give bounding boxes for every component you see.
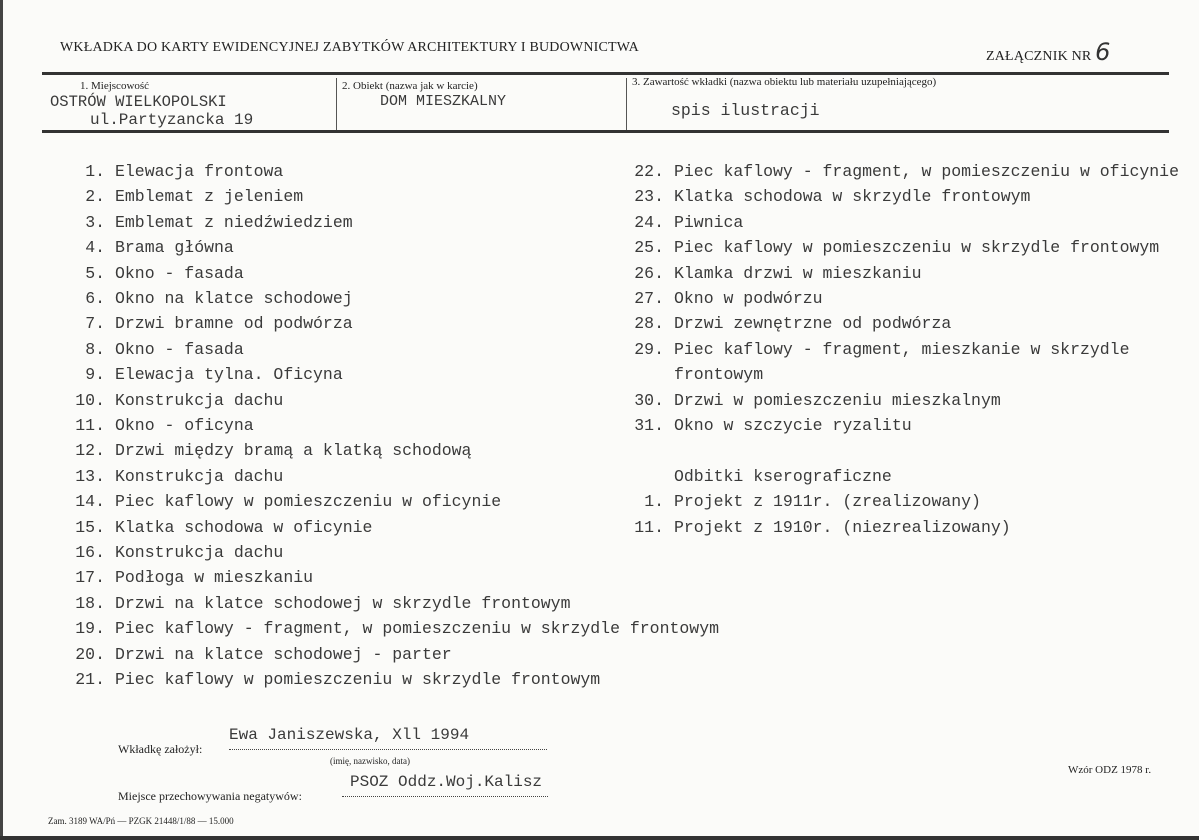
list-item	[65, 543, 283, 568]
list-item	[65, 264, 244, 289]
divider	[336, 78, 337, 130]
item-text: Piwnica	[674, 212, 744, 232]
item-text: Piec kaflowy - fragment, w pomieszczeniu w skrzydle frontowym	[115, 619, 719, 639]
list-item	[65, 340, 244, 365]
list-item	[65, 365, 343, 390]
item-text: Klatka schodowa w oficynie	[115, 517, 373, 537]
item-number: 1.	[644, 492, 664, 512]
list-item	[65, 391, 283, 416]
item-number: 23.	[634, 187, 664, 207]
item-number: 15.	[75, 517, 105, 537]
item-number: 28.	[634, 314, 664, 334]
object-label: 2. Obiekt (nazwa jak w karcie)	[342, 80, 478, 92]
creator-line	[229, 749, 547, 750]
item-number: 8.	[85, 339, 105, 359]
item-number: 1.	[85, 162, 105, 181]
list-item	[65, 416, 254, 441]
list-item	[65, 568, 313, 593]
print-info: Zam. 3189 WA/Pń — PZGK 21448/1/88 — 15.000	[48, 816, 234, 826]
list-item	[65, 289, 353, 314]
item-number: 7.	[85, 314, 105, 334]
template-label: Wzór ODZ 1978 r.	[1068, 764, 1152, 776]
list-item	[65, 238, 234, 263]
list-item	[65, 314, 353, 339]
attachment-number: 6	[1095, 38, 1111, 66]
list-item	[65, 670, 600, 695]
item-text: Piec kaflowy w pomieszczeniu w skrzydle frontowym	[115, 670, 601, 689]
list-item	[624, 416, 912, 441]
list-item	[624, 518, 1011, 543]
list-item	[65, 619, 719, 644]
item-text: Podłoga w mieszkaniu	[115, 568, 314, 588]
item-text: Emblemat z jeleniem	[115, 187, 304, 207]
list-item	[624, 340, 1129, 365]
item-text: Emblemat z niedźwiedziem	[115, 212, 353, 232]
item-number: 26.	[634, 263, 664, 283]
list-item	[624, 467, 892, 492]
item-text: Drzwi na klatce schodowej w skrzydle frontowym	[115, 593, 571, 613]
list-item	[624, 264, 922, 289]
list-item	[65, 213, 353, 238]
storage-label: Miejsce przechowywania negatywów:	[118, 789, 302, 803]
creator-label: Wkładkę założył:	[118, 742, 203, 756]
list-item	[65, 492, 501, 517]
item-number: 2.	[85, 187, 105, 207]
item-text: Drzwi w pomieszczeniu mieszkalnym	[674, 390, 1001, 410]
item-text: Piec kaflowy w pomieszczeniu w skrzydle frontowym	[674, 238, 1160, 258]
item-number: 27.	[634, 289, 664, 308]
scan-edge	[0, 0, 3, 840]
item-number: 31.	[634, 416, 664, 435]
list-item	[65, 441, 471, 466]
item-number: 16.	[75, 543, 105, 562]
item-number: 29.	[634, 339, 664, 359]
item-text: Konstrukcja dachu	[115, 466, 284, 486]
item-text: Drzwi zewnętrzne od podwórza	[674, 314, 952, 334]
list-item	[65, 645, 452, 670]
item-number: 3.	[85, 212, 105, 232]
card-title: WKŁADKA DO KARTY EWIDENCYJNEJ ZABYTKÓW ARCHITEKTURY I BUDOWNICTWA	[60, 40, 639, 55]
list-item	[65, 162, 283, 187]
item-text: Okno w podwórzu	[674, 289, 823, 308]
item-number: 25.	[634, 238, 664, 258]
item-text: Okno - fasada	[115, 263, 244, 283]
item-text: Odbitki kserograficzne	[674, 466, 892, 486]
item-text: Okno w szczycie ryzalitu	[674, 416, 912, 435]
list-item	[624, 213, 743, 238]
list-item	[65, 187, 303, 212]
locality-label: 1. Miejscowość	[80, 80, 150, 92]
item-number: 5.	[85, 263, 105, 283]
list-item	[624, 162, 1179, 187]
creator-value: Ewa Janiszewska, Xll 1994	[229, 726, 470, 744]
bottom-rule	[42, 130, 1169, 133]
list-item	[624, 238, 1159, 263]
list-item	[65, 594, 570, 619]
list-item	[624, 365, 763, 390]
item-text: Okno - oficyna	[115, 416, 254, 435]
item-number: 11.	[75, 416, 105, 435]
item-text: Brama główna	[115, 238, 234, 258]
item-text: frontowym	[674, 365, 764, 385]
item-number: 10.	[75, 390, 105, 410]
item-text: Projekt z 1910r. (niezrealizowany)	[674, 517, 1011, 537]
item-text: Elewacja tylna. Oficyna	[115, 365, 343, 385]
item-number: 6.	[85, 289, 105, 308]
item-number: 17.	[75, 568, 105, 588]
content-value: spis ilustracji	[671, 101, 820, 120]
list-item	[624, 187, 1030, 212]
list-item	[624, 391, 1001, 416]
storage-value: PSOZ Oddz.Woj.Kalisz	[350, 773, 543, 791]
list-item	[624, 441, 674, 466]
item-number: 22.	[634, 162, 664, 181]
item-text: Konstrukcja dachu	[115, 543, 284, 562]
item-text: Drzwi między bramą a klatką schodową	[115, 441, 472, 461]
list-item	[624, 314, 951, 339]
item-text: Okno - fasada	[115, 339, 244, 359]
divider	[626, 78, 627, 130]
item-text: Projekt z 1911r. (zrealizowany)	[674, 492, 981, 512]
storage-line	[342, 796, 548, 797]
item-text: Klatka schodowa w skrzydle frontowym	[674, 187, 1031, 207]
item-number: 21.	[75, 670, 105, 689]
creator-hint: (imię, nazwisko, data)	[330, 756, 410, 766]
item-number: 19.	[75, 619, 105, 639]
item-number: 4.	[85, 238, 105, 258]
item-text: Konstrukcja dachu	[115, 390, 284, 410]
locality-value-line2: ul.Partyzancka 19	[90, 111, 254, 129]
item-text: Elewacja frontowa	[115, 162, 284, 181]
locality-value-line1: OSTRÓW WIELKOPOLSKI	[50, 93, 227, 111]
item-text: Piec kaflowy - fragment, mieszkanie w skrzydle	[674, 339, 1130, 359]
item-number: 13.	[75, 466, 105, 486]
item-text: Klamka drzwi w mieszkaniu	[674, 263, 922, 283]
attachment-label	[986, 38, 1111, 66]
list-item	[65, 518, 372, 543]
list-item	[65, 467, 283, 492]
attachment-label-text: ZAŁĄCZNIK NR	[986, 49, 1092, 64]
item-number: 18.	[75, 593, 105, 613]
item-number: 12.	[75, 441, 105, 461]
object-value: DOM MIESZKALNY	[380, 93, 507, 110]
item-text: Drzwi na klatce schodowej - parter	[115, 644, 452, 664]
content-label: 3. Zawartość wkładki (nazwa obiektu lub materiału uzupełniającego)	[632, 76, 937, 88]
item-number: 24.	[634, 212, 664, 232]
item-number: 9.	[85, 365, 105, 385]
item-text: Drzwi bramne od podwórza	[115, 314, 353, 334]
item-number: 14.	[75, 492, 105, 512]
item-text: Piec kaflowy - fragment, w pomieszczeniu w oficynie	[674, 162, 1179, 181]
item-number: 30.	[634, 390, 664, 410]
item-number: 20.	[75, 644, 105, 664]
item-text: Piec kaflowy w pomieszczeniu w oficynie	[115, 492, 502, 512]
list-item	[624, 492, 981, 517]
top-rule	[42, 72, 1169, 75]
item-number: 11.	[634, 517, 664, 537]
list-item	[624, 289, 823, 314]
scan-bottom-edge	[0, 836, 1199, 840]
item-text: Okno na klatce schodowej	[115, 289, 353, 308]
